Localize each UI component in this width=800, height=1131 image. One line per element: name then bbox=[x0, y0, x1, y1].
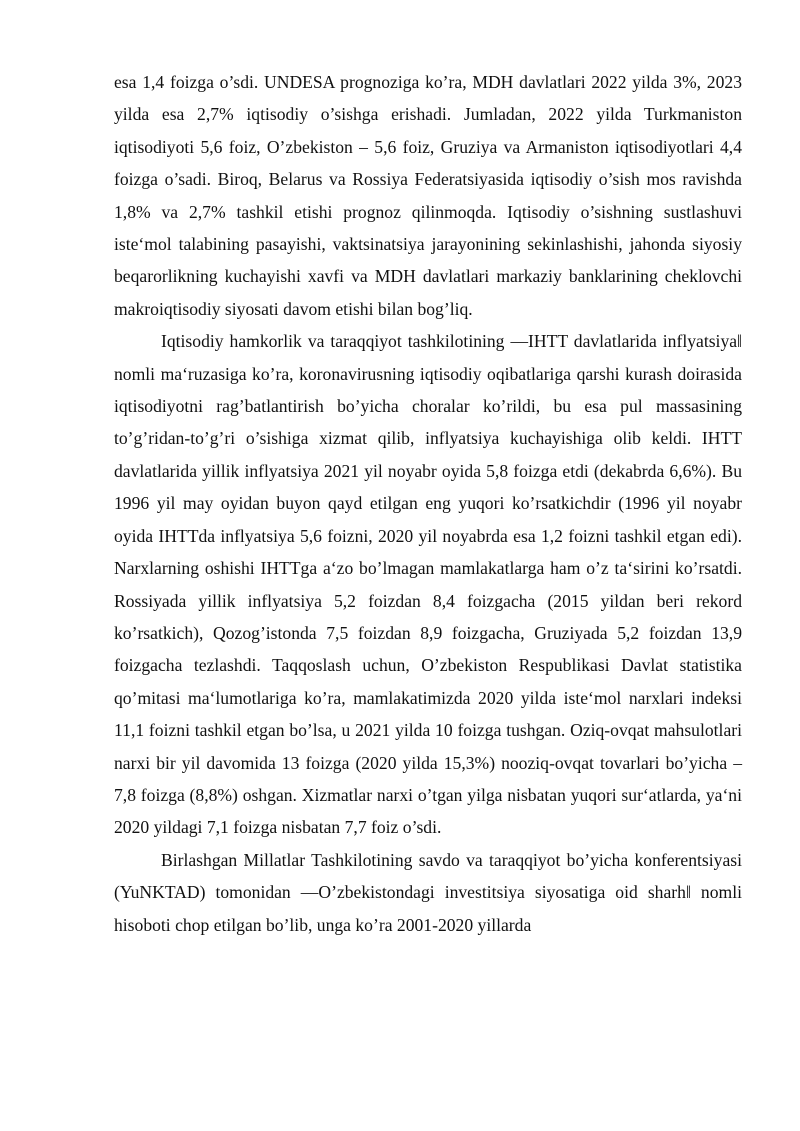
paragraph-ihtt-inflation: Iqtisodiy hamkorlik va taraqqiyot tashkilotining ―IHTT davlatlarida inflyatsiya‖ nomli ma‘ruzasiga ko’ra, koronavirusning iqtisodiy oqibatlariga qarshi kurash doirasida iqtisodiyotni rag’batlantirish bo’yicha choralar ko’rildi, bu esa pul massasining to’g’ridan-to’g’ri o’sishiga xizmat qilib, inflyatsiya kuchayishiga olib keldi. IHTT davlatlarida yillik inflyatsiya 2021 yil noyabr oyida 5,8 foizga etdi (dekabrda 6,6%). Bu 1996 yil may oyidan buyon qayd etilgan eng yuqori ko’rsatkichdir (1996 yil noyabr oyida IHTTda inflyatsiya 5,6 foizni, 2020 yil noyabrda esa 1,2 foizni tashkil etgan edi). Narxlarning oshishi IHTTga a‘zo bo’lmagan mamlakatlarga ham o’z ta‘sirini ko’rsatdi. Rossiyada yillik inflyatsiya 5,2 foizdan 8,4 foizgacha (2015 yildan beri rekord ko’rsatkich), Qozog’istonda 7,5 foizdan 8,9 foizgacha, Gruziyada 5,2 foizdan 13,9 foizgacha tezlashdi. Taqqoslash uchun, O’zbekiston Respublikasi Davlat statistika qo’mitasi ma‘lumotlariga ko’ra, mamlakatimizda 2020 yilda iste‘mol narxlari indeksi 11,1 foizni tashkil etgan bo’lsa, u 2021 yilda 10 foizga tushgan. Oziq-ovqat mahsulotlari narxi bir yil davomida 13 foizga (2020 yilda 15,3%) nooziq-ovqat tovarlari bo’yicha – 7,8 foizga (8,8%) oshgan. Xizmatlar narxi o’tgan yilga nisbatan yuqori sur‘atlarda, ya‘ni 2020 yildagi 7,1 foizga nisbatan 7,7 foiz o’sdi. bbox=[114, 331, 742, 838]
paragraph-unctad-review: Birlashgan Millatlar Tashkilotining savdo va taraqqiyot bo’yicha konferentsiyasi (YuNKTAD) tomonidan ―O’zbekistondagi investitsiya siyosatiga oid sharh‖ nomli hisoboti chop etilgan bo’lib, unga ko’ra 2001-2020 yillarda bbox=[114, 849, 742, 935]
paragraph-continuation: esa 1,4 foizga o’sdi. UNDESA prognoziga ko’ra, MDH davlatlari 2022 yilda 3%, 2023 yilda esa 2,7% iqtisodiy o’sishga erishadi. Jumladan, 2022 yilda Turkmaniston iqtisodiyoti 5,6 foiz, O’zbekiston – 5,6 foiz, Gruziya va Armaniston iqtisodiyotlari 4,4 foizga o’sadi. Biroq, Belarus va Rossiya Federatsiyasida iqtisodiy o’sish mos ravishda 1,8% va 2,7% tashkil etishi prognoz qilinmoqda. Iqtisodiy o’sishning sustlashuvi iste‘mol talabining pasayishi, vaktsinatsiya jarayonining sekinlashishi, jahonda siyosiy beqarorlikning kuchayishi xavfi va MDH davlatlari markaziy banklarining cheklovchi makroiqtisodiy siyosati davom etishi bilan bog’liq. bbox=[114, 72, 742, 319]
document-page bbox=[114, 66, 742, 941]
